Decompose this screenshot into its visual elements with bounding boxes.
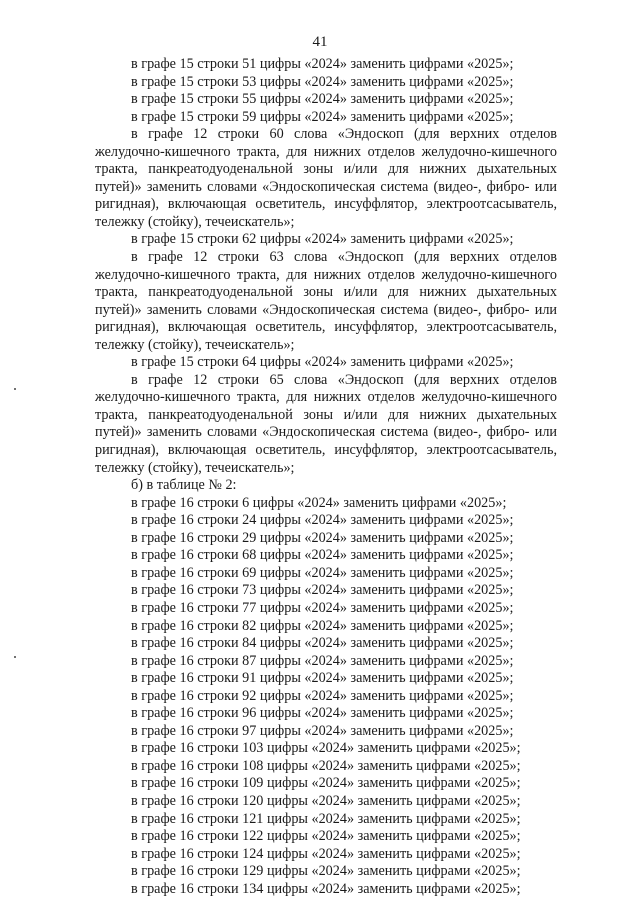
paragraph: в графе 15 строки 59 цифры «2024» заменить цифрами «2025»; bbox=[131, 108, 514, 125]
paragraph: в графе 15 строки 62 цифры «2024» заменить цифрами «2025»; bbox=[131, 231, 514, 248]
paragraph: в графе 16 строки 68 цифры «2024» заменить цифрами «2025»; bbox=[131, 547, 514, 564]
scan-speck bbox=[14, 388, 16, 390]
paragraph: в графе 15 строки 64 цифры «2024» заменить цифрами «2025»; bbox=[131, 354, 514, 371]
paragraph: в графе 16 строки 91 цифры «2024» заменить цифрами «2025»; bbox=[131, 670, 514, 687]
paragraph: в графе 16 строки 77 цифры «2024» заменить цифрами «2025»; bbox=[131, 599, 514, 616]
paragraph: в графе 16 строки 84 цифры «2024» заменить цифрами «2025»; bbox=[131, 635, 514, 652]
paragraph: в графе 16 строки 96 цифры «2024» заменить цифрами «2025»; bbox=[131, 705, 514, 722]
paragraph: в графе 16 строки 87 цифры «2024» заменить цифрами «2025»; bbox=[131, 652, 514, 669]
paragraph: в графе 12 строки 65 слова «Эндоскоп (для верхних отделов желудочно-кишечного тракта, для нижних отделов желудочно-кишечного тракта, панкреатодуоденальной зоны и/или для нижних дыхательных путей)» заменить словами «Эндоскопическая система (видео-, фибро- или ригидная), включающая осветитель, инсуффлятор, электроотсасыватель, тележку (стойку), течеискатель»; bbox=[95, 371, 557, 476]
paragraph: в графе 16 строки 73 цифры «2024» заменить цифрами «2025»; bbox=[131, 582, 514, 599]
page-number: 41 bbox=[312, 34, 328, 50]
paragraph: в графе 16 строки 122 цифры «2024» заменить цифрами «2025»; bbox=[131, 828, 521, 845]
paragraph: в графе 16 строки 134 цифры «2024» заменить цифрами «2025»; bbox=[131, 880, 521, 897]
table-reference: б) в таблице № 2: bbox=[131, 477, 237, 494]
paragraph: в графе 16 строки 92 цифры «2024» заменить цифрами «2025»; bbox=[131, 687, 514, 704]
paragraph: в графе 16 строки 97 цифры «2024» заменить цифрами «2025»; bbox=[131, 722, 514, 739]
paragraph: в графе 16 строки 121 цифры «2024» заменить цифрами «2025»; bbox=[131, 810, 521, 827]
paragraph: в графе 16 строки 129 цифры «2024» заменить цифрами «2025»; bbox=[131, 863, 521, 880]
paragraph: в графе 16 строки 29 цифры «2024» заменить цифрами «2025»; bbox=[131, 529, 514, 546]
paragraph: в графе 16 строки 108 цифры «2024» заменить цифрами «2025»; bbox=[131, 757, 521, 774]
paragraph: в графе 15 строки 55 цифры «2024» заменить цифрами «2025»; bbox=[131, 91, 514, 108]
paragraph: в графе 16 строки 82 цифры «2024» заменить цифрами «2025»; bbox=[131, 617, 514, 634]
paragraph: в графе 15 строки 53 цифры «2024» заменить цифрами «2025»; bbox=[131, 73, 514, 90]
scan-speck bbox=[14, 656, 16, 658]
paragraph: в графе 16 строки 120 цифры «2024» заменить цифрами «2025»; bbox=[131, 792, 521, 809]
paragraph: в графе 16 строки 103 цифры «2024» заменить цифрами «2025»; bbox=[131, 740, 521, 757]
paragraph: в графе 16 строки 109 цифры «2024» заменить цифрами «2025»; bbox=[131, 775, 521, 792]
paragraph: в графе 12 строки 63 слова «Эндоскоп (для верхних отделов желудочно-кишечного тракта, для нижних отделов желудочно-кишечного тракта, панкреатодуоденальной зоны и/или для нижних дыхательных путей)» заменить словами «Эндоскопическая система (видео-, фибро- или ригидная), включающая осветитель, инсуффлятор, электроотсасыватель, тележку (стойку), течеискатель»; bbox=[95, 249, 557, 353]
paragraph: в графе 12 строки 60 слова «Эндоскоп (для верхних отделов желудочно-кишечного тракта, для нижних отделов желудочно-кишечного тракта, панкреатодуоденальной зоны и/или для нижних дыхательных путей)» заменить словами «Эндоскопическая система (видео-, фибро- или ригидная), включающая осветитель, инсуффлятор, электроотсасыватель, тележку (стойку), течеискатель»; bbox=[95, 126, 557, 230]
paragraph: в графе 15 строки 51 цифры «2024» заменить цифрами «2025»; bbox=[131, 56, 514, 72]
document-body bbox=[95, 56, 557, 898]
paragraph: в графе 16 строки 6 цифры «2024» заменить цифрами «2025»; bbox=[131, 494, 507, 511]
paragraph: в графе 16 строки 69 цифры «2024» заменить цифрами «2025»; bbox=[131, 564, 514, 581]
paragraph: в графе 16 строки 124 цифры «2024» заменить цифрами «2025»; bbox=[131, 845, 521, 862]
paragraph: в графе 16 строки 24 цифры «2024» заменить цифрами «2025»; bbox=[131, 512, 514, 529]
